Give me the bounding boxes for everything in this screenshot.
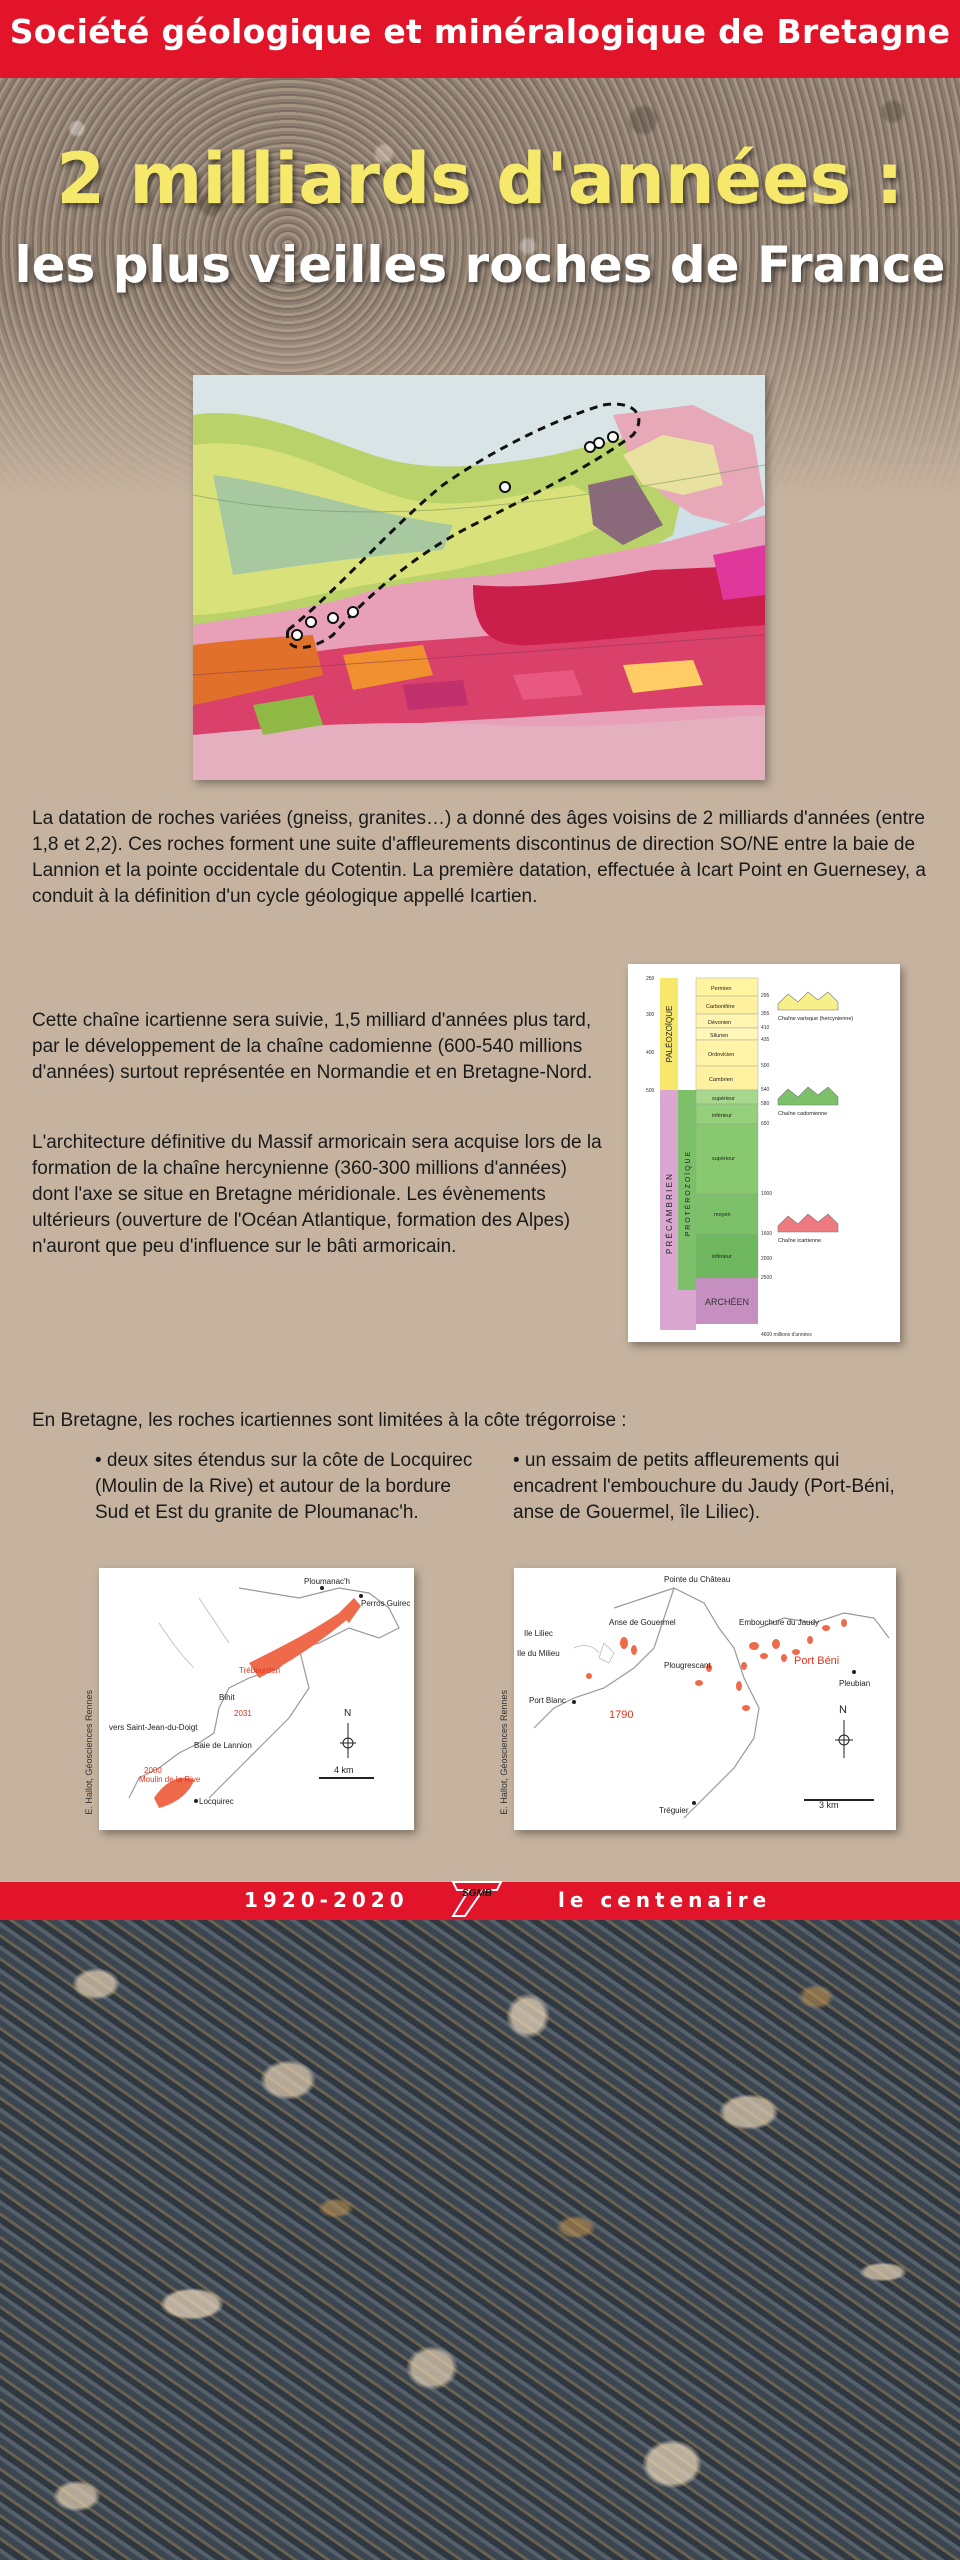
place-label: Baie de Lannion	[194, 1741, 252, 1750]
place-label: Ile Liliec	[524, 1629, 553, 1638]
chain-label-hercynian: Chaîne varisque (hercynienne)	[778, 1016, 854, 1022]
age-label: 2000	[144, 1766, 162, 1775]
place-label: Anse de Gouermel	[609, 1618, 676, 1627]
inset-map-jaudy	[514, 1568, 896, 1830]
north-label: N	[344, 1708, 352, 1719]
sub-label: moyen	[714, 1212, 731, 1218]
place-label: Plougrescant	[664, 1661, 711, 1670]
map-credit: E. Hallot, Géosciences Rennes	[499, 1690, 509, 1815]
paragraph-cadomian: Cette chaîne icartienne sera suivie, 1,5 milliard d'années plus tard, par le développement de la chaîne cadomienne (600-540 millions d'années) surtout représentée en Normandie et en Bretagne-Nord.	[32, 1010, 593, 1083]
place-label: vers Saint-Jean-du-Doigt	[109, 1723, 198, 1732]
tick-label: 435	[761, 1037, 770, 1043]
sub-label: inférieur	[712, 1113, 732, 1119]
age-label: 1790	[609, 1709, 634, 1721]
sub-label: supérieur	[712, 1156, 735, 1162]
sub-label: inférieur	[712, 1254, 732, 1260]
age-label: 2031	[234, 1709, 252, 1718]
place-label: Trébeurden	[239, 1666, 281, 1675]
stratigraphic-column-image	[628, 964, 900, 1342]
page-title: 2 milliards d'années :	[56, 138, 904, 220]
bullet-jaudy: • un essaim de petits affleurements qui encadrent l'embouchure du Jaudy (Port-Béni, anse de Gouermel, île Liliec).	[513, 1450, 895, 1523]
scale-label: 4 km	[334, 1765, 354, 1775]
era-label: P R O T É R O Z O Ï Q U E	[685, 1151, 692, 1237]
tick-label: 410	[761, 1025, 770, 1031]
place-label: Port Blanc	[529, 1696, 566, 1705]
tick-label: 2500	[761, 1275, 773, 1281]
tick-label: 300	[646, 1012, 655, 1018]
tick-label: 500	[761, 1063, 770, 1069]
bullet-locquirec: • deux sites étendus sur la côte de Locquirec (Moulin de la Rive) et autour de la bordure Sud et Est du granite de Ploumanac'h.	[95, 1450, 473, 1523]
sub-label: supérieur	[712, 1096, 735, 1102]
place-label: Ploumanac'h	[304, 1577, 350, 1586]
society-name: Société géologique et minéralogique de Bretagne	[9, 12, 951, 51]
place-label: Pointe du Château	[664, 1575, 731, 1584]
tick-label: 400	[646, 1050, 655, 1056]
period-label: Ordovicien	[708, 1052, 735, 1058]
tick-label: 295	[761, 993, 770, 999]
centenary-years: 1920-2020	[244, 1888, 409, 1912]
era-label: ARCHÉEN	[704, 1297, 750, 1307]
place-label: Moulin de la Rive	[139, 1775, 201, 1784]
granite-background-bottom	[0, 1920, 960, 2560]
place-label: Ile du Milieu	[517, 1649, 560, 1658]
period-label: Carbonifère	[706, 1004, 735, 1010]
scale-label: 3 km	[819, 1800, 839, 1810]
place-label: Perros Guirec	[361, 1599, 411, 1608]
tick-label: 250	[646, 976, 655, 982]
sgmb-logo	[447, 1874, 507, 1924]
paragraph-hercynian: L'architecture définitive du Massif armoricain sera acquise lors de la formation de la chaîne hercynienne (360-300 millions d'années) dont l'axe se situe en Bretagne méridionale. Les évènements ultérieurs (ouverture de l'Océan Atlantique, formation des Alpes) n'auront que peu d'influence sur le bâti armoricain.	[32, 1132, 602, 1257]
geological-map-image	[193, 375, 765, 780]
north-label: N	[839, 1704, 847, 1716]
tick-label: 500	[646, 1088, 655, 1094]
base-age-label: 4600 millions d'années	[761, 1332, 812, 1338]
chain-label-cadomian: Chaîne cadomienne	[778, 1111, 828, 1117]
place-label: Port Béni	[794, 1655, 840, 1667]
place-label: Pleubian	[839, 1679, 871, 1688]
centenary-label: le centenaire	[558, 1888, 772, 1912]
period-label: Dévonien	[708, 1020, 732, 1026]
chain-label-icartian: Chaîne icartienne	[778, 1238, 822, 1244]
inset-map-lannion	[99, 1568, 414, 1830]
period-label: Cambrien	[709, 1077, 733, 1083]
tick-label: 1600	[761, 1231, 773, 1237]
period-label: Silurien	[710, 1033, 729, 1039]
era-label: P R É C A M B R I E N	[665, 1174, 674, 1254]
tick-label: 2000	[761, 1256, 773, 1262]
era-label: PALÉOZOÏQUE	[665, 1005, 674, 1063]
period-label: Permien	[711, 986, 732, 992]
tick-label: 355	[761, 1011, 770, 1017]
paragraph-tregor-intro: En Bretagne, les roches icartiennes sont limitées à la côte trégorroise :	[32, 1410, 627, 1431]
tick-label: 580	[761, 1101, 770, 1107]
place-label: Embouchure du Jaudy	[739, 1618, 820, 1627]
tick-label: 650	[761, 1121, 770, 1127]
tick-label: 540	[761, 1087, 770, 1093]
place-label: Bihit	[219, 1693, 235, 1702]
place-label: Locquirec	[199, 1797, 234, 1806]
map-credit: E. Hallot, Géosciences Rennes	[84, 1690, 94, 1815]
tick-label: 1000	[761, 1191, 773, 1197]
place-label: Tréguier	[659, 1806, 689, 1815]
page-subtitle: les plus vieilles roches de France	[14, 236, 946, 294]
paragraph-dating: La datation de roches variées (gneiss, granites…) a donné des âges voisins de 2 milliards d'années (entre 1,8 et 2,2). Ces roches forment une suite d'affleurements discontinus de direction SO/NE entre la baie de Lannion et la pointe occidentale du Cotentin. La première datation, effectuée à Icart Point en Guernesey, a conduit à la définition d'un cycle géologique appellé Icartien.	[32, 808, 926, 907]
earth-formation-label: formation de la Terre	[664, 1334, 706, 1339]
logo-text: SGMB	[462, 1888, 492, 1899]
